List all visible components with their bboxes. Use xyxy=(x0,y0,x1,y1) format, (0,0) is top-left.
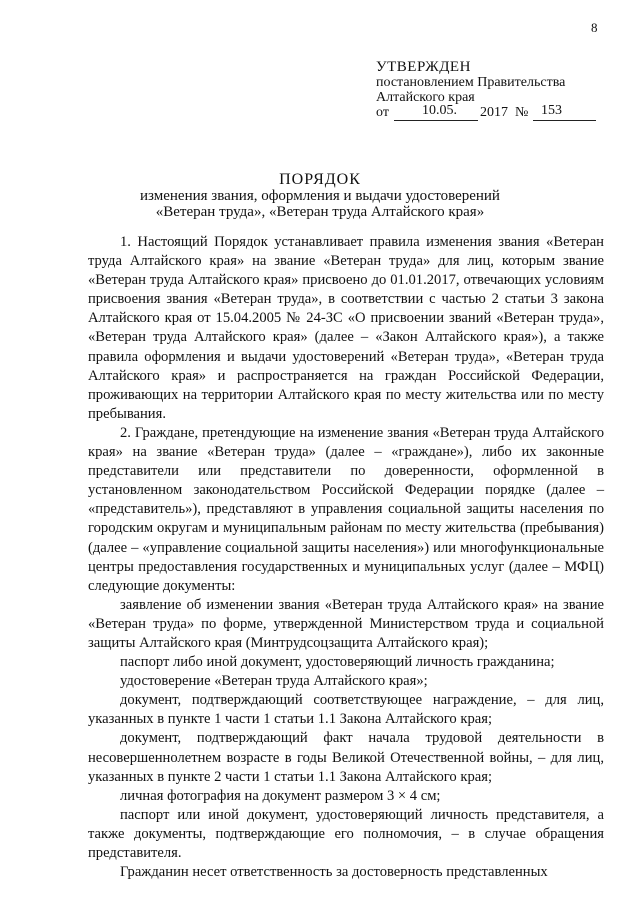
list-item-photo: личная фотография на документ размером 3 × 4 см; xyxy=(120,787,441,804)
number-label: № xyxy=(515,105,529,120)
from-label: от xyxy=(376,105,389,120)
paragraph-2: 2. Граждане, претендующие на изменение звания «Ветеран труда Алтайского края» на звание «Ветеран труда» (далее – «граждане»), либо их законные представители или представители по доверенности, оформленной в установленном законодательством Российской Федерации порядке (далее – «представитель»), представляют в управления социальной защиты населения по городским округам и муниципальным районам по месту жительства (пребывания) (далее – «управление социальной защиты населения») или многофункциональные центры предоставления государственных и муниципальных услуг (далее – МФЦ) следующие документы: xyxy=(88,424,604,594)
approval-number: 153 xyxy=(541,103,562,118)
approval-date: 10.05. xyxy=(422,103,457,118)
approval-stamp xyxy=(376,60,565,122)
paragraph-1: 1. Настоящий Порядок устанавливает правила изменения звания «Ветеран труда Алтайского края» на звание «Ветеран труда» для лиц, которым звание «Ветеран труда Алтайского края» присвоено до 01.01.2017, отвечающих условиям присвоения звания «Ветеран труда», в соответствии с частью 2 статьи 3 закона Алтайского края от 15.04.2005 № 24-ЗС «О присвоении званий «Ветеран труда», «Ветеран труда Алтайского края» (далее – «Закон Алтайского края»), а также правила оформления и выдачи удостоверений «Ветеран труда», «Ветеран труда Алтайского края» и распространяется на граждан Российской Федерации, проживающих на территории Алтайского края по месту жительства или по месту пребывания. xyxy=(88,234,604,422)
document-subtitle-line-2: «Ветеран труда», «Ветеран труда Алтайского края» xyxy=(155,204,485,220)
document-subtitle-line-1: изменения звания, оформления и выдачи удостоверений xyxy=(140,188,500,204)
list-item-application: заявление об изменении звания «Ветеран труда Алтайского края» на звание «Ветеран труда» по форме, утвержденной Министерством труда и социальной защиты Алтайского края (Минтрудсоцзащита Алтайского края); xyxy=(88,596,604,651)
number-underline xyxy=(533,120,596,121)
document-body xyxy=(88,233,604,882)
approval-line-2: Алтайского края xyxy=(376,90,475,105)
document-heading xyxy=(0,172,640,220)
list-item-certificate: удостоверение «Ветеран труда Алтайского края»; xyxy=(120,673,428,690)
approval-year: 2017 xyxy=(480,105,508,120)
document-title: ПОРЯДОК xyxy=(279,171,361,188)
list-item-passport: паспорт либо иной документ, удостоверяющий личность гражданина; xyxy=(120,654,555,671)
approval-line-1: постановлением Правительства xyxy=(376,75,566,90)
list-item-award-document: документ, подтверждающий соответствующее награждение, – для лиц, указанных в пункте 1 части 1 статьи 1.1 Закона Алтайского края; xyxy=(88,692,604,728)
page-number: 8 xyxy=(591,20,598,35)
approval-title: УТВЕРЖДЕН xyxy=(376,59,471,75)
date-underline xyxy=(394,120,478,121)
list-item-representative-documents: паспорт или иной документ, удостоверяющий личность представителя, а также документы, подтверждающие его полномочия, – в случае обращения представителя. xyxy=(88,806,604,861)
approval-date-row xyxy=(376,105,565,122)
paragraph-responsibility: Гражданин несет ответственность за достоверность представленных xyxy=(120,864,548,881)
list-item-labor-document: документ, подтверждающий факт начала трудовой деятельности в несовершеннолетнем возрасте в годы Великой Отечественной войны, – для лиц, указанных в пункте 2 части 1 статьи 1.1 Закона Алтайского края; xyxy=(88,730,604,785)
